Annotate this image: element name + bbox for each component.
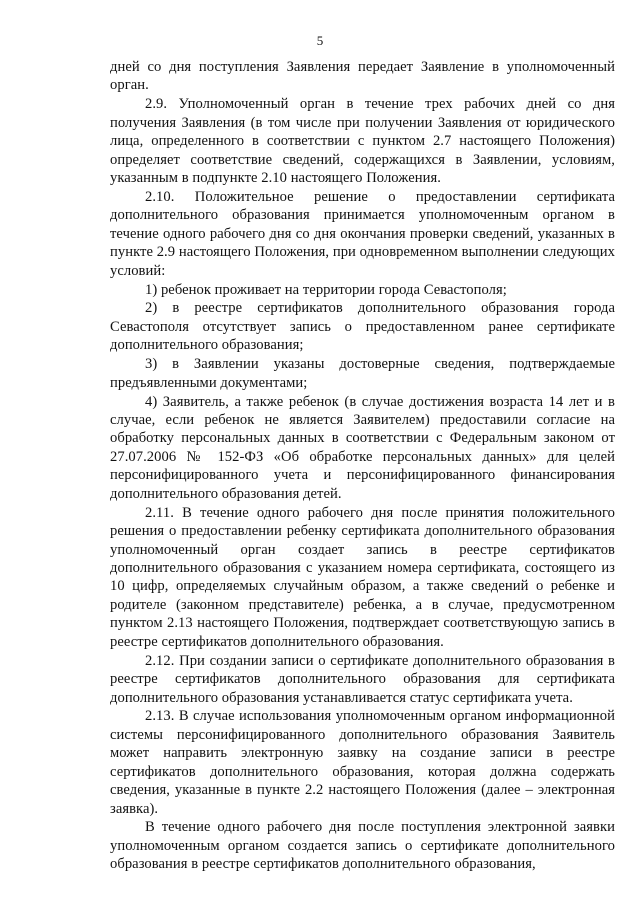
paragraph-2-10-item-3: 3) в Заявлении указаны достоверные сведения, подтверждаемые предъявленными документами; xyxy=(110,356,615,391)
paragraph-2-11: 2.11. В течение одного рабочего дня после принятия положительного решения о предоставлении ребенку сертификата дополнительного образования уполномоченный орган создает запись в реестре сертификатов дополнительного образования с указанием номера сертификата, состоящего из 10 цифр, определяемых случайным образом, а также сведений о ребенке и родителе (законном представителе) ребенка, а в случае, предусмотренном пунктом 2.13 настоящего Положения, подтверждает соответствующую запись в реестре сертификатов дополнительного образования. xyxy=(110,504,615,650)
paragraph-2-12: 2.12. При создании записи о сертификате дополнительного образования в реестре сертификатов дополнительного образования для сертификата дополнительного образования устанавливается статус сертификата учета. xyxy=(110,652,615,706)
paragraph-2-10-item-4: 4) Заявитель, а также ребенок (в случае достижения возраста 14 лет и в случае, если ребенок не является Заявителем) предоставили согласие на обработку персональных данных в соответствии с Федеральным законом от 27.07.2006 № 152-ФЗ «Об обработке персональных данных» для целей персонифицированного учета и персонифицированного финансирования дополнительного образования детей. xyxy=(110,393,615,502)
page-number: 5 xyxy=(316,33,324,48)
paragraph-2-9: 2.9. Уполномоченный орган в течение трех рабочих дней со дня получения Заявления (в том числе при получении Заявления от юридического лица, определенного в соответствии с пунктом 2.7 настоящего Положения) определяет соответствие сведений, содержащихся в Заявлении, условиям, указанным в подпункте 2.10 настоящего Положения. xyxy=(110,96,615,187)
paragraph-2-10-item-1: 1) ребенок проживает на территории города Севастополя; xyxy=(145,281,507,298)
paragraph-2-10-item-2: 2) в реестре сертификатов дополнительного образования города Севастополя отсутствует запись о предоставленном ранее сертификате дополнительного образования; xyxy=(110,300,615,354)
paragraph-2-13: 2.13. В случае использования уполномоченным органом информационной системы персонифицированного дополнительного образования Заявитель может направить электронную заявку на создание записи в реестре сертификатов дополнительного образования, которая должна содержать сведения, указанные в пункте 2.2 настоящего Положения (далее – электронная заявка). xyxy=(110,708,615,817)
document-body xyxy=(110,58,615,874)
paragraph-2-13-electronic: В течение одного рабочего дня после поступления электронной заявки уполномоченным органом создается запись о сертификате дополнительного образования в реестре сертификатов дополнительного образования, xyxy=(110,819,615,873)
paragraph-continuation: дней со дня поступления Заявления передает Заявление в уполномоченный орган. xyxy=(110,59,615,94)
paragraph-2-10: 2.10. Положительное решение о предоставлении сертификата дополнительного образования принимается уполномоченным органом в течение одного рабочего дня со дня окончания проверки сведений, указанных в пункте 2.9 настоящего Положения, при одновременном выполнении следующих условий: xyxy=(110,188,615,279)
